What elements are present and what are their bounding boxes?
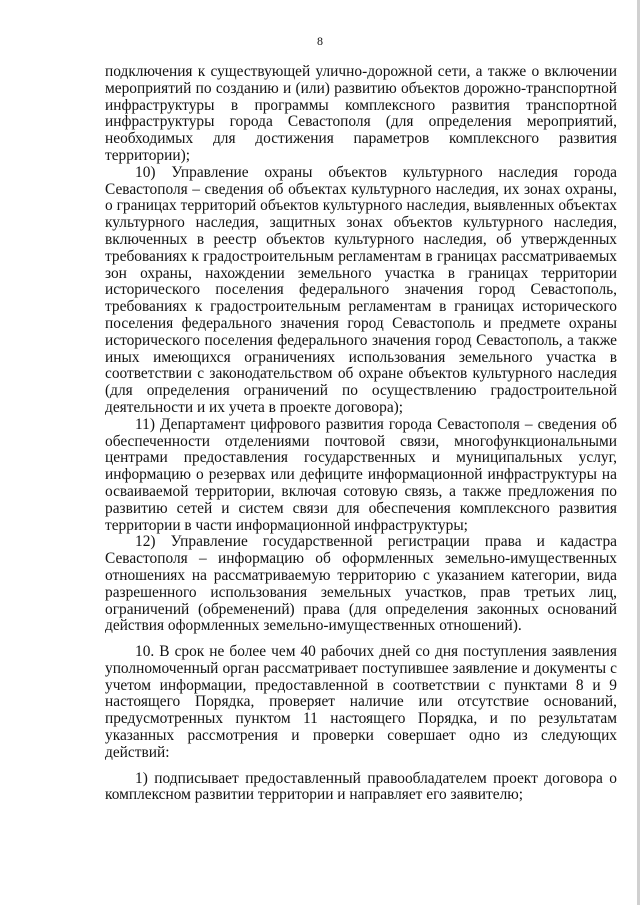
paragraph-item-10-cultural-heritage: 10) Управление охраны объектов культурного наследия города Севастополя – сведения об объектах культурного наследия, их зонах охраны, о границах территорий объектов культурного наследия, выявленных объектах культурного наследия, защитных зонах объектов культурного наследия, включенных в реестр объектов культурного наследия, об утвержденных требованиях к градостроительным регламентам в границах рассматриваемых зон охраны, нахождении земельного участка в границах территории исторического поселения федерального значения город Севастополь, требованиях к градостроительным регламентам в границах исторического поселения федерального значения город Севастополь и предмете охраны исторического поселения федерального значения город Севастополь, а также иных имеющихся ограничениях использования земельного участка в соответствии с законодательством об охране объектов культурного наследия (для определения ограничений по осуществлению градостроительной деятельности и их учета в проекте договора); (105, 163, 617, 416)
paragraph-road-infrastructure: подключения к существующей улично-дорожной сети, а также о включении мероприятий по созданию и (или) развитию объектов дорожно-транспортной инфраструктуры в программы комплексного развития транспортной инфраструктуры города Севастополя (для определения мероприятий, необходимых для достижения параметров комплексного развития территории); (105, 63, 617, 164)
paragraph-item-12-registration: 12) Управление государственной регистрации права и кадастра Севастополя – информацию об оформленных земельно-имущественных отношениях на рассматриваемую территорию с указанием категории, вида разрешенного использования земельных участков, прав третьих лиц, ограничений (обременений) права (для определения законных оснований действия оформленных земельно-имущественных отношений). (105, 533, 617, 635)
paragraph-clause-10: 10. В срок не более чем 40 рабочих дней со дня поступления заявления уполномоченный орган рассматривает поступившее заявление и документы с учетом информации, предоставленной в соответствии с пунктами 8 и 9 настоящего Порядка, проверяет наличие или отсутствие оснований, предусмотренных пунктом 11 настоящего Порядка, и по результатам указанных рассмотрения и проверки совершает одно из следующих действий: (105, 643, 617, 761)
paragraph-item-11-digital-development: 11) Департамент цифрового развития города Севастополя – сведения об обеспеченности отделениями почтовой связи, многофункциональными центрами предоставления государственных и муниципальных услуг, информацию о резервах или дефиците информационной инфраструктуры на осваиваемой территории, включая сотовую связь, а также предложения по развитию сетей и систем связи для обеспечения комплексного развития территории в части информационной инфраструктуры; (105, 415, 617, 534)
page-number: 8 (317, 34, 323, 48)
document-body (105, 64, 617, 804)
paragraph-subitem-1: 1) подписывает предоставленный правообладателем проект договора о комплексном развитии территории и направляет его заявителю; (105, 769, 617, 804)
